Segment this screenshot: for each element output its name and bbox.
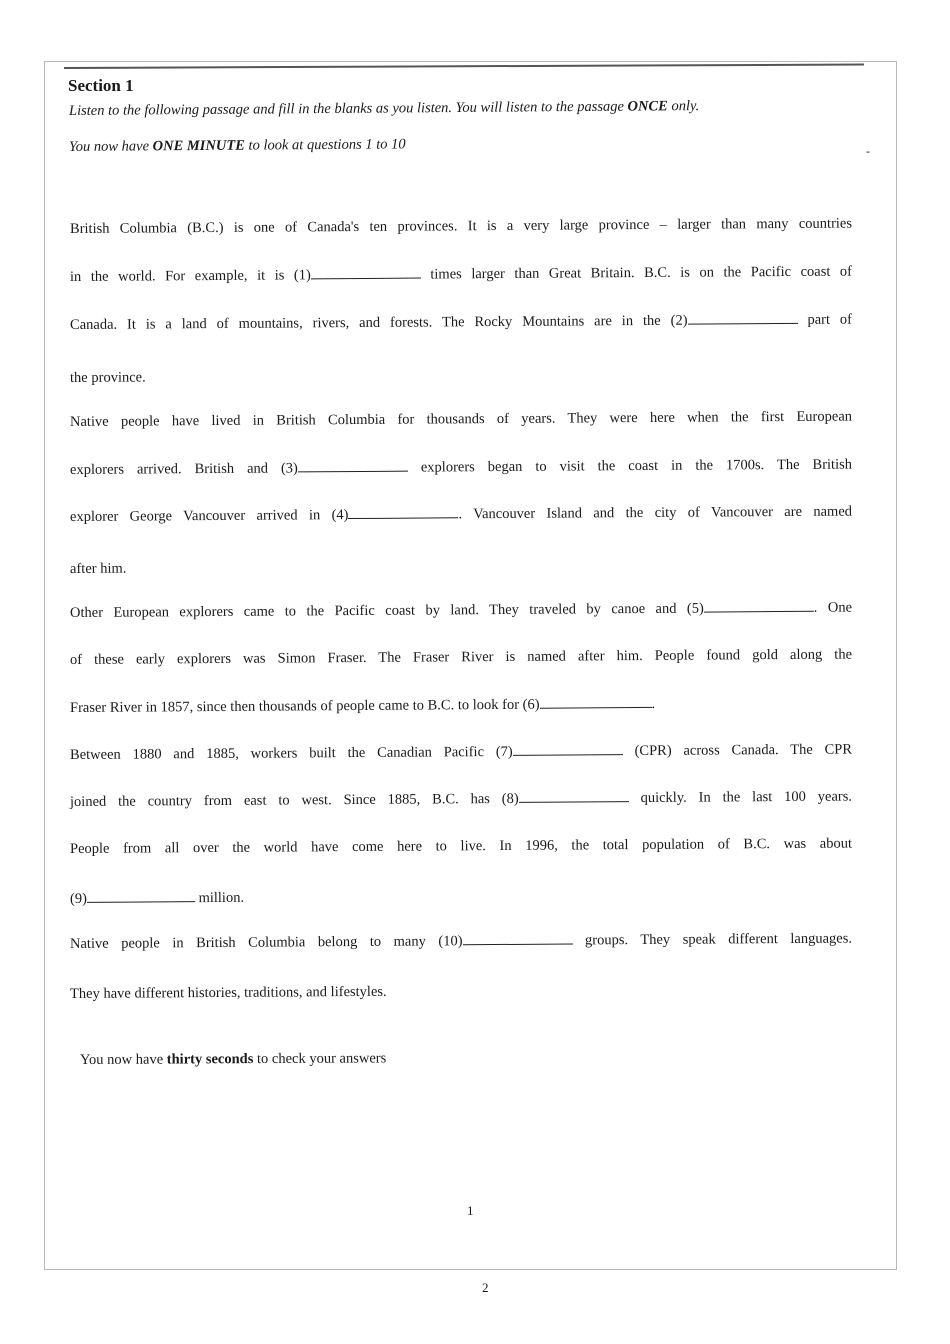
page-number-outer: 2 xyxy=(482,1280,489,1295)
passage-line: in the world. For example, it is (1) times larger than Great Britain. B.C. is on the Pacific coast of xyxy=(69,263,853,285)
section-heading: Section 1 xyxy=(68,76,134,95)
answer-blank-3[interactable] xyxy=(298,459,408,473)
passage-line: Native people have lived in British Columbia for thousands of years. They were here when the first European xyxy=(69,408,853,430)
passage-line: People from all over the world have come here to live. In 1996, the total population of B.C. was about xyxy=(69,835,853,857)
answer-blank-1[interactable] xyxy=(311,266,421,280)
passage-line: British Columbia (B.C.) is one of Canada's ten provinces. It is a very large province – larger than many countries xyxy=(69,215,853,237)
passage-line: Between 1880 and 1885, workers built the Canadian Pacific (7) (CPR) across Canada. The CPR xyxy=(69,741,853,763)
answer-blank-6[interactable] xyxy=(539,695,651,709)
passage-line: Other European explorers came to the Pacific coast by land. They traveled by canoe and (5) . One xyxy=(69,599,853,621)
answer-blank-5[interactable] xyxy=(704,599,814,613)
passage-line: explorer George Vancouver arrived in (4) . Vancouver Island and the city of Vancouver are named xyxy=(69,503,853,525)
answer-blank-10[interactable] xyxy=(462,931,572,945)
answer-blank-9[interactable] xyxy=(87,889,195,903)
answer-blank-4[interactable] xyxy=(348,505,458,519)
passage-line: They have different histories, traditions, and lifestyles. xyxy=(69,983,387,1002)
check-answers-note: You now have thirty seconds to check your answers xyxy=(79,1050,387,1068)
passage-line: of these early explorers was Simon Fraser. The Fraser River is named after him. People found gold along the xyxy=(69,646,853,668)
passage-line: Fraser River in 1857, since then thousands of people came to B.C. to look for (6) . xyxy=(69,695,656,716)
passage-line: the province. xyxy=(69,369,146,386)
passage-line: joined the country from east to west. Since 1885, B.C. has (8) quickly. In the last 100 years. xyxy=(69,788,853,810)
passage-line: Canada. It is a land of mountains, rivers, and forests. The Rocky Mountains are in the (2) part of xyxy=(69,311,853,333)
passage-line: Native people in British Columbia belong to many (10) groups. They speak different languages. xyxy=(69,930,853,952)
passage-line: (9) million. xyxy=(69,889,245,907)
answer-blank-2[interactable] xyxy=(687,311,797,325)
passage-line: after him. xyxy=(69,560,127,577)
margin-mark: - xyxy=(866,144,870,158)
answer-blank-7[interactable] xyxy=(513,742,623,756)
instruction-time: You now have ONE MINUTE to look at questions 1 to 10 xyxy=(68,136,406,155)
passage-line: explorers arrived. British and (3) explorers began to visit the coast in the 1700s. The British xyxy=(69,456,853,478)
instruction-listen: Listen to the following passage and fill in the blanks as you listen. You will listen to the passage ONCE only. xyxy=(68,98,700,119)
answer-blank-8[interactable] xyxy=(519,789,629,803)
page-number-inner: 1 xyxy=(467,1203,474,1218)
